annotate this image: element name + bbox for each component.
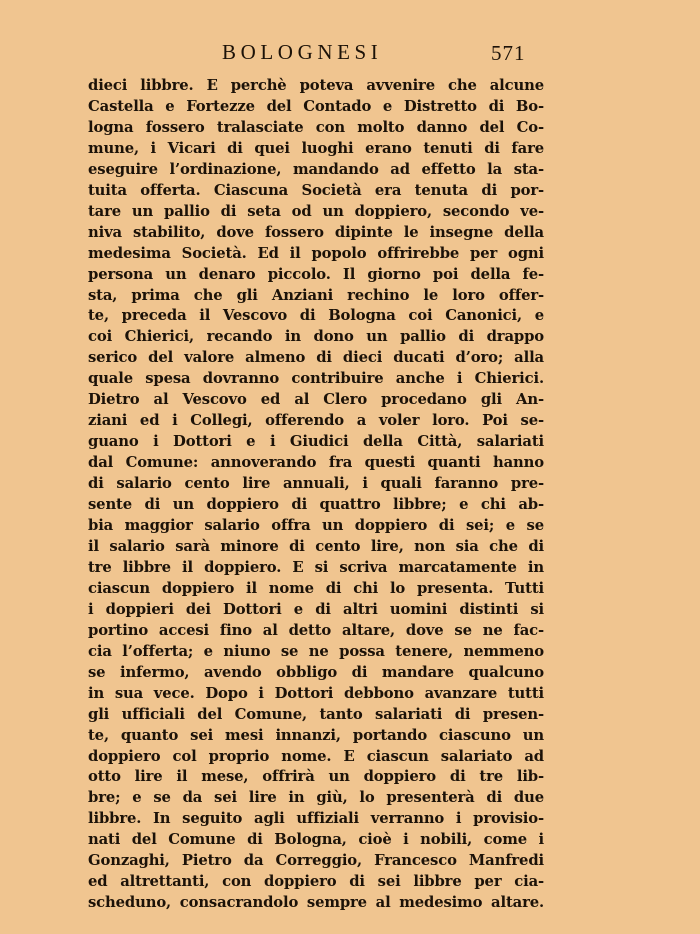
text-line: otto lire il mese, offrirà un doppiero di tre lib-	[88, 768, 544, 786]
text-line: serico del valore almeno di dieci ducati d’oro; alla	[88, 349, 544, 367]
text-line: tuita offerta. Ciascuna Società era tenuta di por-	[88, 181, 544, 199]
text-line: nati del Comune di Bologna, cioè i nobili, come i	[88, 831, 544, 849]
text-line: Gonzaghi, Pietro da Correggio, Francesco Manfredi	[88, 852, 544, 870]
text-line: i doppieri dei Dottori e di altri uomini distinti si	[88, 600, 544, 618]
text-line: doppiero col proprio nome. E ciascun salariato ad	[88, 747, 544, 765]
text-line: guano i Dottori e i Giudici della Città, salariati	[88, 433, 544, 451]
text-line: sta, prima che gli Anziani rechino le loro offer-	[88, 286, 544, 304]
text-line: il salario sarà minore di cento lire, non sia che di	[88, 537, 544, 555]
text-line: bre; e se da sei lire in giù, lo presenterà di due	[88, 789, 544, 807]
text-line: quale spesa dovranno contribuire anche i Chierici.	[88, 370, 544, 388]
text-line: sente di un doppiero di quattro libbre; e chi ab-	[88, 496, 544, 514]
text-line: scheduno, consacrandolo sempre al medesimo altare.	[88, 894, 544, 912]
text-line: persona un denaro piccolo. Il giorno poi della fe-	[88, 265, 544, 283]
text-line: Dietro al Vescovo ed al Clero procedano gli An-	[88, 391, 544, 409]
text-line: mune, i Vicari di quei luoghi erano tenuti di fare	[88, 139, 544, 157]
text-line: coi Chierici, recando in dono un pallio di drappo	[88, 328, 544, 346]
text-line: gli ufficiali del Comune, tanto salariati di presen-	[88, 705, 544, 723]
text-line: in sua vece. Dopo i Dottori debbono avanzare tutti	[88, 684, 544, 702]
text-line: se infermo, avendo obbligo di mandare qualcuno	[88, 663, 544, 681]
text-line: medesima Società. Ed il popolo offrirebbe per ogni	[88, 244, 544, 262]
text-line: te, preceda il Vescovo di Bologna coi Canonici, e	[88, 307, 544, 325]
text-line: ziani ed i Collegi, offerendo a voler loro. Poi se-	[88, 412, 544, 430]
text-line: di salario cento lire annuali, i quali faranno pre-	[88, 475, 544, 493]
running-head	[0, 40, 700, 68]
running-title: BOLOGNESI	[222, 40, 383, 64]
text-line: portino accesi fino al detto altare, dove se ne fac-	[88, 621, 544, 639]
text-line: logna fossero tralasciate con molto danno del Co-	[88, 118, 544, 136]
body-text	[88, 76, 544, 914]
text-line: tre libbre il doppiero. E si scriva marcatamente in	[88, 558, 544, 576]
text-line: eseguire l’ordinazione, mandando ad effetto la sta-	[88, 160, 544, 178]
text-line: te, quanto sei mesi innanzi, portando ciascuno un	[88, 726, 544, 744]
page-number: 571	[491, 41, 526, 65]
text-line: cia l’offerta; e niuno se ne possa tenere, nemmeno	[88, 642, 544, 660]
text-line: ciascun doppiero il nome di chi lo presenta. Tutti	[88, 579, 544, 597]
text-line: libbre. In seguito agli uffiziali verranno i provisio-	[88, 810, 544, 828]
text-line: niva stabilito, dove fossero dipinte le insegne della	[88, 223, 544, 241]
text-line: bia maggior salario offra un doppiero di sei; e se	[88, 517, 544, 535]
text-line: ed altrettanti, con doppiero di sei libbre per cia-	[88, 873, 544, 891]
text-line: dieci libbre. E perchè poteva avvenire che alcune	[88, 77, 544, 94]
text-line: tare un pallio di seta od un doppiero, secondo ve-	[88, 202, 544, 220]
text-line: Castella e Fortezze del Contado e Distretto di Bo-	[88, 97, 544, 115]
text-line: dal Comune: annoverando fra questi quanti hanno	[88, 454, 544, 472]
